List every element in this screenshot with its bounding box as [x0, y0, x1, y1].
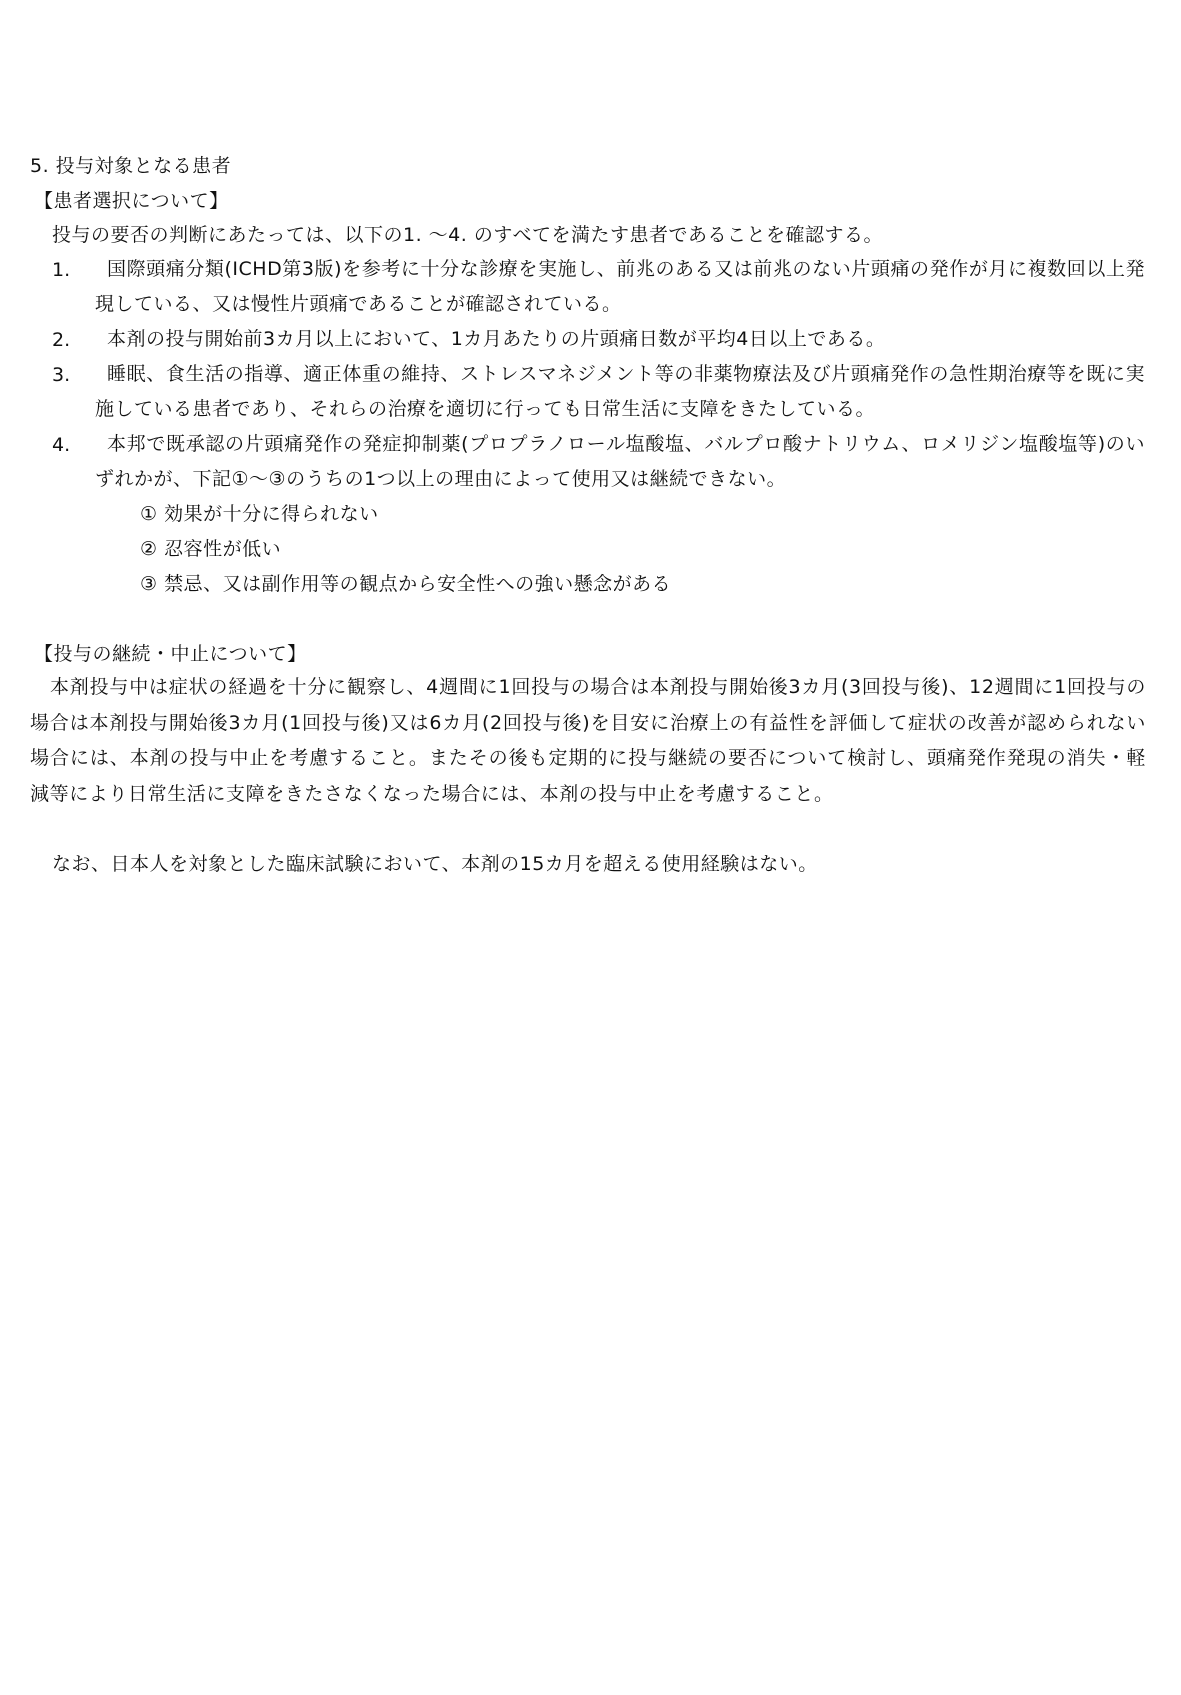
reason-item-3: ③ 禁忌、又は副作用等の観点から安全性への強い懸念がある: [140, 573, 672, 595]
criteria-number-3: 3.: [52, 364, 71, 386]
criteria-number-4: 4.: [52, 434, 71, 456]
criteria-item-1: 国際頭痛分類(ICHD第3版)を参考に十分な診療を実施し、前兆のある又は前兆のない片頭痛の発作が月に複数回以上発現している、又は慢性片頭痛であることが確認されている。: [95, 258, 1145, 315]
criteria-item-3: 睡眠、食生活の指導、適正体重の維持、ストレスマネジメント等の非薬物療法及び片頭痛発作の急性期治療等を既に実施している患者であり、それらの治療を適切に行っても日常生活に支障をきたしている。: [95, 363, 1145, 420]
criteria-number-1: 1.: [52, 259, 71, 281]
criteria-number-2: 2.: [52, 329, 71, 351]
continuation-heading: 【投与の継続・中止について】: [34, 643, 307, 665]
selection-intro: 投与の要否の判断にあたっては、以下の1. ～4. のすべてを満たす患者であることを確認する。: [52, 224, 883, 246]
reason-item-1: ① 効果が十分に得られない: [140, 503, 379, 525]
criteria-item-4: 本邦で既承認の片頭痛発作の発症抑制薬(プロプラノロール塩酸塩、バルプロ酸ナトリウム、ロメリジン塩酸塩等)のいずれかが、下記①～③のうちの1つ以上の理由によって使用又は継続できない。: [95, 433, 1145, 490]
reason-item-2: ② 忍容性が低い: [140, 538, 282, 560]
continuation-paragraph-1: 本剤投与中は症状の経過を十分に観察し、4週間に1回投与の場合は本剤投与開始後3カ月(3回投与後)、12週間に1回投与の場合は本剤投与開始後3カ月(1回投与後)又は6カ月(2回投与後)を目安に治療上の有益性を評価して症状の改善が認められない場合には、本剤の投与中止を考慮すること。またその後も定期的に投与継続の要否について検討し、頭痛発作発現の消失・軽減等により日常生活に支障をきたさなくなった場合には、本剤の投与中止を考慮すること。: [30, 676, 1146, 805]
patient-selection-heading: 【患者選択について】: [34, 190, 229, 212]
criteria-item-2: 本剤の投与開始前3カ月以上において、1カ月あたりの片頭痛日数が平均4日以上である。: [107, 328, 886, 350]
continuation-paragraph-2: なお、日本人を対象とした臨床試験において、本剤の15カ月を超える使用経験はない。: [52, 853, 818, 875]
section-heading: 5. 投与対象となる患者: [30, 155, 232, 177]
